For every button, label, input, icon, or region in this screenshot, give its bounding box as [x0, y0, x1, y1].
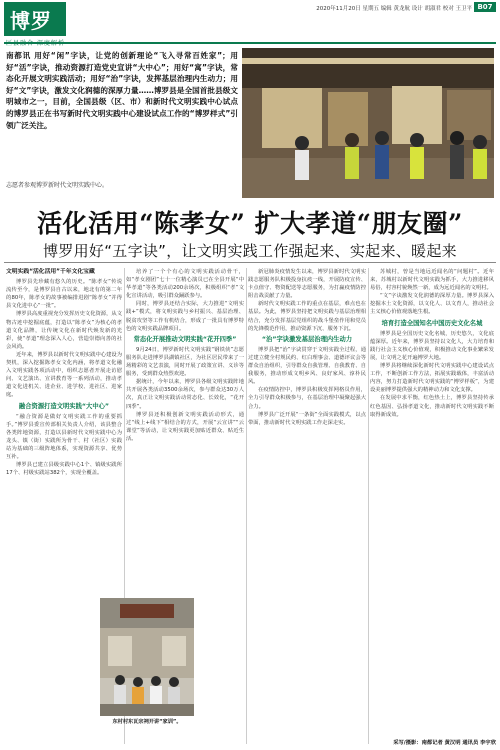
article-column-2	[126, 268, 244, 594]
paragraph: 同时，博罗县还结合实际，大力推进“文明实践+”模式，将文明实践与乡村振兴、基层治理、脱贫攻坚等工作有机结合，形成了一批具有博罗特色的文明实践品牌项目。	[126, 301, 244, 332]
exhibition-photo	[242, 48, 494, 198]
paragraph: 培养了一个个有心的文明实践活动骨干，如“孝女剧团”七十一位精心演员已在全县开展“中华孝道”等各类活动200余场次，积极组织“孝”文化宣讲活动，吸引群众踊跃参与。	[126, 269, 244, 300]
headline: 活化活用“陈孝女” 扩大孝道“朋友圈”	[37, 209, 463, 238]
photo2-caption: 东村村东瓦宗祠开讲“家训”。	[112, 719, 182, 725]
article-column-3	[248, 268, 366, 744]
section-logo-text: 博罗	[10, 9, 52, 33]
ancestral-hall-photo	[100, 598, 194, 716]
paragraph: 博罗县把“治”字诀贯穿于文明实践全过程，通过建立健全村规民约、红白理事会、道德评议会等群众自治组织，引导群众自我管理、自我教育、自我服务，推动形成文明乡风、良好家风、淳朴民风。	[248, 346, 366, 386]
paragraph: 苏城村，曾是当地远近闻名的“问题村”。近年来，苏城村以新时代文明实践为抓手，大力推进移风易俗，村容村貌焕然一新，成为远近闻名的文明村。	[370, 269, 494, 292]
paragraph: 博罗县先珍藏有悠久的历史。“陈孝女”传说流传至今，是博罗县自古以来，地北有的第二年的80年，陈孝女的故事被编排进剧“陈孝女”并得县文化进中心“一批”。	[6, 279, 122, 310]
paragraph: 9月24日，博罗新时代文明实践“钢铁侠”志愿服务队走进博罗县湖镇社区，为社区居民带来了一场精彩的文艺表演，同时开展了政策宣讲、义诊等服务，受到群众热烈欢迎。	[126, 346, 244, 378]
subheadline: 博罗用好“五字诀”，让文明实践工作强起来、实起来、暖起来	[43, 242, 457, 260]
section-heading: 常态化开展推动文明实践“花开四季”	[133, 335, 237, 343]
ancestral-hall-photo-image	[100, 598, 194, 716]
paragraph: 近年来，博罗县以新时代文明实践中心建设为契机，深入挖掘陈孝女文化内涵，将孝道文化融入文明实践各项活动中，组织志愿者开展走访慰问、文艺演出、宣讲教育等一系列活动，推动孝道文化进机关、进企业、进学校、进社区、进家庭。	[6, 351, 122, 399]
exhibition-photo-image	[242, 48, 494, 198]
paragraph: 博罗县广泛开展“一条街”全面实践模式，以点带面，推动新时代文明实践工作走深走实。	[248, 411, 366, 426]
page-number: B07	[474, 2, 496, 12]
section-heading: “治”字诀激发基层治理内生动力	[261, 335, 353, 343]
paragraph: 在发展中求平衡，红色热土上，博罗县坚持传承红色基因、弘扬孝道文化，推动新时代文明实践不断取得新成效。	[370, 395, 494, 418]
column-divider	[246, 268, 247, 744]
paragraph: “融合资源是做好文明实践工作的重要抓手。”博罗县委宣传部相关负责人介绍，该县整合各类阵地资源，打造以县新时代文明实践中心为龙头、镇（街）实践所为骨干、村（社区）实践站为基础的三级阵地体系，实现资源共享、优势互补。	[6, 413, 122, 461]
paragraph: 新冠肺炎疫情发生以来，博罗县新时代文明实践志愿服务队积极投身抗疫一线，开展防疫宣传、卡点值守、物资配送等志愿服务，为打赢疫情防控阻击战贡献了力量。	[248, 269, 366, 300]
section-heading: 文明实践“活化活用”千年文化宝藏	[6, 269, 95, 275]
column-divider	[368, 268, 369, 744]
date-line: 2020年11月20日 星期五 编辑 黄龙航 设计 胡淑君 校对 王卫平	[316, 6, 472, 12]
paragraph: 博罗县是全国历史文化名城，历史悠久，文化底蕴深厚。近年来，博罗县坚持以文化人，大力培育和践行社会主义核心价值观，积极推动文化事业繁荣发展，让文明之花开遍博罗大地。	[370, 330, 494, 361]
paragraph: 新时代文明实践工作的重点在基层，难点也在基层。为此，博罗县坚持把文明实践与基层治理相结合，充分发挥基层党组织的战斗堡垒作用和党员的先锋模范作用，推动资源下沉、服务下沉。	[248, 301, 366, 332]
paragraph: 据统计，今年以来，博罗县各级文明实践阵地共开展各类活动3500余场次，参与群众达30万人次，真正让文明实践活动常态化、长效化，“花开四季”。	[126, 379, 244, 410]
paragraph: “文”字诀激发文化润德的深厚力量。博罗县深入挖掘本土文化资源，以文化人、以文育人，推动社会主义核心价值观落地生根。	[370, 293, 494, 316]
paragraph: 博罗县将继续深化新时代文明实践中心建设试点工作，不断创新工作方法，拓展实践载体，丰富活动内容，努力打造新时代文明实践的“博罗样板”，为建设美丽博罗提供强大的精神动力和文化支撑。	[370, 363, 494, 394]
paragraph: 在疫情防控中，博罗县积极发挥网格员作用，全力引导群众积极参与，在基层治理中凝聚起强大合力。	[248, 387, 366, 410]
article-column-4	[370, 268, 494, 730]
section-logo	[4, 2, 66, 36]
section-heading: 融合资源打造文明实践“大中心”	[18, 402, 110, 410]
paragraph: 博罗县已建立县级实践中心1个、镇级实践所17个、村级实践站382个，实现全覆盖。	[6, 462, 122, 477]
photo-caption: 志愿者参观博罗新时代文明实践中心。	[6, 182, 109, 189]
masthead	[4, 2, 496, 42]
lead-paragraph: 南都讯 用好“闲”字诀，让党的创新理论“飞入寻常百姓家”；用好“活”字诀，推动资源打造党史宣讲“大中心”；用好“寓”字诀，常态化开展文明实践活动；用好“治”字诀，发挥基层治理内生动力；用好“文”字诀，激发文化润德的深厚力量……博罗县是全国首批县级文明城市之一，目前，全国县级（区、市）和新时代文明实践中心试点的博罗县正在书写新时代文明实践中心建设试点工作的“博罗样式”引领广泛关注。	[6, 51, 238, 130]
top-rule	[4, 42, 496, 44]
paragraph: 博罗县还积极创新文明实践活动形式，通过“线上+线下”相结合的方式，开展“云宣讲”“云课堂”等活动，让文明实践更加贴近群众、贴近生活。	[126, 411, 244, 442]
headline-rule	[4, 262, 496, 263]
paragraph: 博罗县高度重视充分发挥历史文化资源，从文物古迹中挖掘底蕴，打造以“陈孝女”为核心的孝道文化品牌，让传统文化在新时代焕发新的光彩，使“孝道”理念深入人心，营造崇德向善的社会风尚。	[6, 311, 122, 350]
reporter-credit: 采写/摄影：南都记者 黄汉明 通讯员 李宇欣	[393, 740, 496, 746]
section-heading: 培育打造全国知名中国历史文化名城	[381, 319, 483, 327]
